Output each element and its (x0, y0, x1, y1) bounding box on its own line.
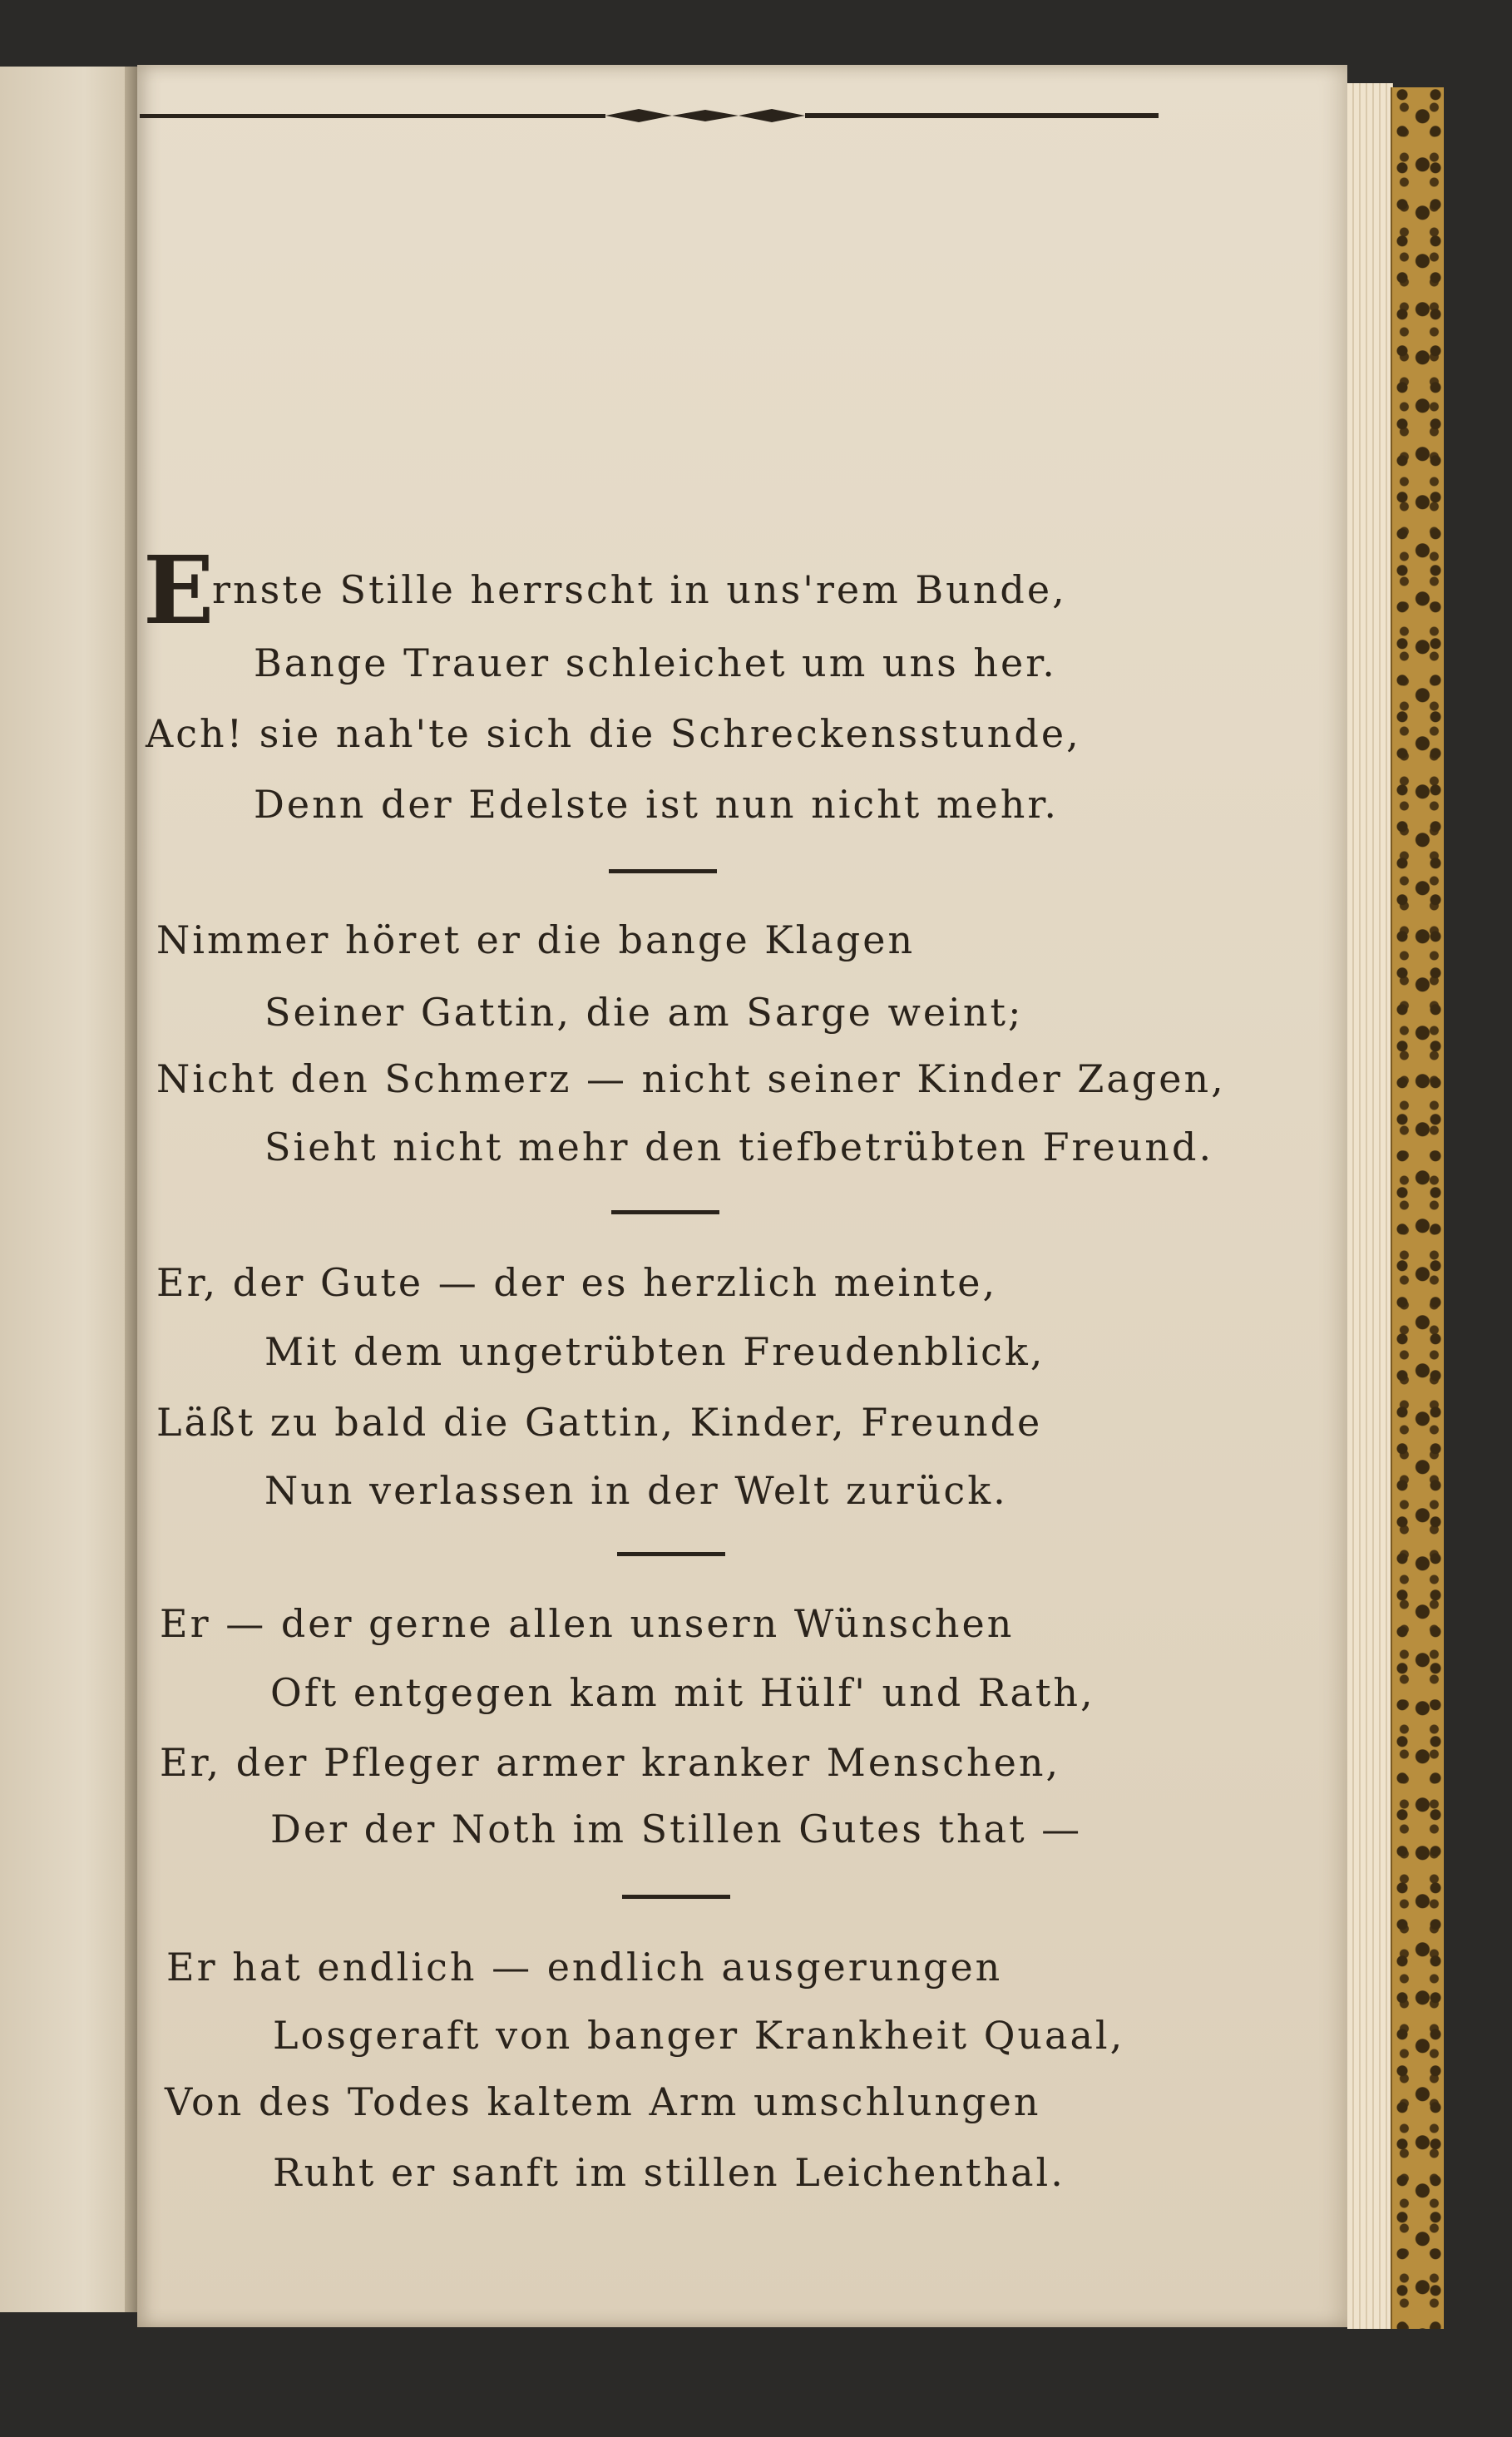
poem-line: Von des Todes kaltem Arm umschlungen (165, 2079, 1041, 2124)
poem-line: Er hat endlich — endlich ausgerungen (166, 1945, 1003, 1990)
poem-line: Er, der Pfleger armer kranker Menschen, (160, 1740, 1061, 1785)
poem-line: Bange Trauer schleichet um uns her. (254, 640, 1057, 685)
poem-line: Er, der Gute — der es herzlich meinte, (156, 1260, 998, 1305)
poem-line: Er — der gerne allen unsern Wünschen (160, 1601, 1015, 1646)
stanza-separator (609, 869, 717, 873)
stanza-separator (622, 1895, 730, 1899)
stanza-separator (617, 1552, 725, 1556)
poem-line: Nicht den Schmerz — nicht seiner Kinder Zagen, (156, 1056, 1226, 1101)
poem-line: Losgeraft von banger Krankheit Quaal, (273, 2013, 1125, 2058)
poem-line: Läßt zu bald die Gattin, Kinder, Freunde (156, 1400, 1043, 1445)
poem-line: Seiner Gattin, die am Sarge weint; (264, 990, 1024, 1035)
poem-line: Ach! sie nah'te sich die Schreckensstunde, (146, 711, 1081, 756)
stanza-separator (611, 1210, 719, 1214)
poem-line: Mit dem ungetrübten Freudenblick, (264, 1329, 1045, 1374)
drop-cap: E (143, 536, 215, 645)
poem-line: Der der Noth im Stillen Gutes that — (270, 1807, 1083, 1851)
poem-line: Ruht er sanft im stillen Leichenthal. (273, 2150, 1065, 2195)
poem-line: Sieht nicht mehr den tiefbetrübten Freund. (264, 1125, 1214, 1169)
poem-line: Oft entgegen kam mit Hülf' und Rath, (270, 1670, 1095, 1715)
poem-line: rnste Stille herrscht in uns'rem Bunde, (212, 567, 1067, 612)
poem-line: Nun verlassen in der Welt zurück. (264, 1468, 1008, 1513)
poem-line: Denn der Edelste ist nun nicht mehr. (254, 782, 1059, 827)
poem-line: Nimmer höret er die bange Klagen (156, 917, 916, 962)
